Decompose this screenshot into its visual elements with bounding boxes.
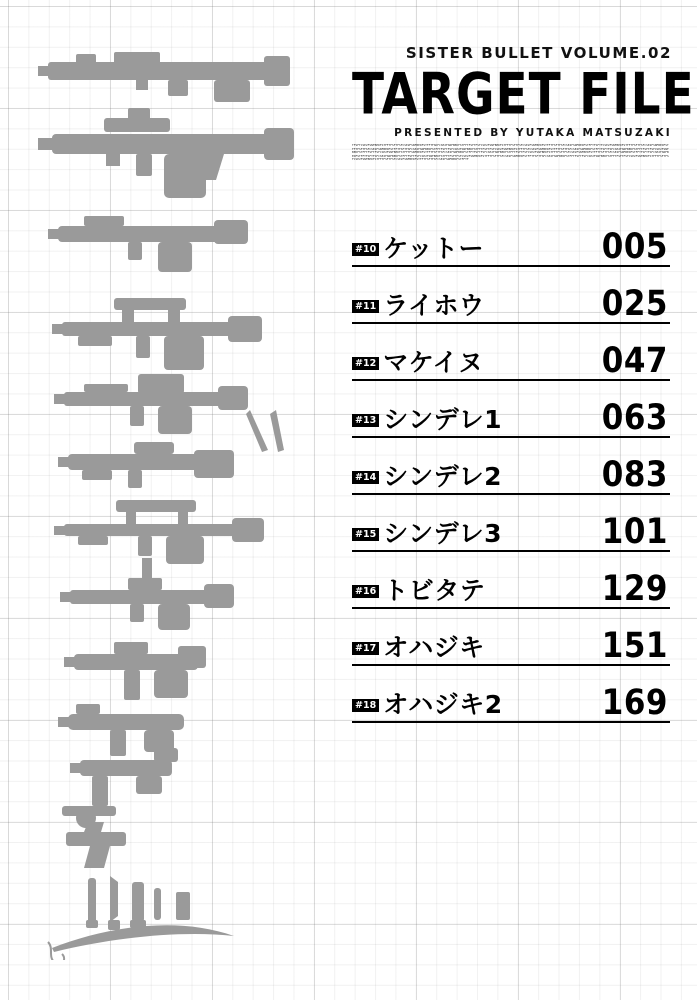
chapter-page: 129 xyxy=(601,568,668,609)
chapter-page: 083 xyxy=(601,454,668,495)
divider xyxy=(352,550,670,552)
list-item[interactable] xyxy=(352,218,670,275)
divider xyxy=(352,379,670,381)
light-machine-gun-silhouette xyxy=(54,374,284,452)
list-item[interactable] xyxy=(352,332,670,389)
list-item[interactable] xyxy=(352,674,670,731)
chapter-page: 025 xyxy=(601,283,668,324)
artwork-column xyxy=(18,30,328,960)
katana-silhouette xyxy=(48,925,234,960)
list-item[interactable] xyxy=(352,389,670,446)
chapter-number: #11 xyxy=(352,300,379,314)
chapter-title: マケイヌ xyxy=(383,347,484,377)
chapter-title: トビタテ xyxy=(383,575,486,605)
chapter-number: #17 xyxy=(352,642,379,656)
chapter-number: #15 xyxy=(352,528,379,542)
chapter-number: #18 xyxy=(352,699,379,713)
title-block xyxy=(352,44,695,190)
chapter-title: ケットー xyxy=(383,233,484,263)
list-item[interactable] xyxy=(352,446,670,503)
carbine-rifle-silhouette xyxy=(60,558,234,630)
divider xyxy=(352,322,670,324)
table-of-contents xyxy=(352,218,670,731)
list-item[interactable] xyxy=(352,275,670,332)
chapter-title: オハジキ xyxy=(383,632,485,662)
knives-group-silhouette xyxy=(86,876,190,930)
chapter-page: 101 xyxy=(601,511,668,552)
submachine-gun-silhouette xyxy=(64,642,206,700)
divider xyxy=(352,436,670,438)
list-item[interactable] xyxy=(352,617,670,674)
chapter-page: 047 xyxy=(601,340,668,381)
pistol-silhouette xyxy=(66,832,126,868)
chapter-title: シンデレ3 xyxy=(383,518,502,548)
presented-by: PRESENTED BY YUTAKA MATSUZAKI xyxy=(394,127,672,139)
divider xyxy=(352,265,670,267)
chapter-title: シンデレ2 xyxy=(383,461,502,491)
volume-line: SISTER BULLET VOLUME.02 xyxy=(405,44,672,62)
machine-pistol-silhouette xyxy=(70,748,178,806)
bullpup-rifle-silhouette xyxy=(58,442,234,488)
page-title: TARGET FILE xyxy=(352,61,695,129)
divider xyxy=(352,493,670,495)
chapter-number: #16 xyxy=(352,585,379,599)
firearm-silhouettes xyxy=(18,30,328,960)
scoped-rocket-launcher-silhouette xyxy=(38,108,294,198)
scoped-sniper-rifle-silhouette xyxy=(54,500,264,564)
list-item[interactable] xyxy=(352,503,670,560)
list-item[interactable] xyxy=(352,560,670,617)
chapter-page: 151 xyxy=(601,625,668,666)
divider xyxy=(352,664,670,666)
rocket-launcher-silhouette xyxy=(38,52,290,102)
chapter-title: シンデレ1 xyxy=(383,404,502,434)
chapter-title: オハジキ2 xyxy=(383,689,503,719)
scoped-assault-rifle-silhouette xyxy=(52,298,262,370)
chapter-number: #12 xyxy=(352,357,379,371)
chapter-page: 169 xyxy=(601,682,668,723)
chapter-number: #13 xyxy=(352,414,379,428)
chapter-page: 063 xyxy=(601,397,668,438)
grenade-launcher-silhouette xyxy=(48,216,248,272)
chapter-page: 005 xyxy=(601,226,668,267)
chapter-title: ライホウ xyxy=(383,290,485,320)
micro-print-text: TFSFTCSE2FSNFBEDFSTFFTFSFTFSFCSE2FSNFBEDFSTFFTFSDFCSE2FSNFBEDFSTFFTFSFTFSFCSE2FSNFBEDFSTFFTFSFTFSFCSE2FSNFBEDFSTFFTFSFTFSFCSE2FSNFBEDFSTFFTFSFTFCSE2FSNFBEDFSTFFTFSFTFSFCSE2FSNFBEDFSTFFTFSFTFSFCSE2FSNFBEDFSTFFTFSFTFSFCSE2FSNFBEDFSTFFTFSFTFSFCSE2FSNFBEDFSTFFTFSFTFSFCSE2FSNFBEDFSTFFTFSFCSE2FSNFBEDFSTFFTFSFTFSFCSE2FSNFBEDFSTFFTFSFTFSFCSE2FSNFBEDFSTFFTFSFTFSFCSE2FSNFBEDFSTFFTFSFTFSFCSE2FSNFBEDFSTFFTFSNFBEDFSTFFTFSFTFSFCSE2FSNFBEDFSTFFTFSFTFSFCSE2FSNFBEDFSTFFTFSFTFSFCSE2FSNFBEDFSTFFTFSFTFSFCSE2FSNFBEDFSTFFTFSFTFSFCSE2FSNFBEDFSTFFTFSFTFSFCSE2FSNFBEDFSTFFTFSFTFSFCSE2FSNFBEDFSTFFTFSFTFSFCSE2FSNFBEDFSTFFTFSFTFSFCSE2FSNFBEDFSTFFTFSFTFSFCSE2FSNFBEDFSTFFTFSFTFSFCSE2FSNFBEDFSTFFTFSFTFSFCSE2FSNFBEDFSTFFTFSFTFSFCSE2FSNFBEDFSTFFTFSFTFSFCSE2FSNFBEDFSTFFTFSFTFSFCSE2FSNFBEDFSTFFTFSFTFSFCSE2FSNFBEDFSTFFTF xyxy=(352,144,669,162)
divider xyxy=(352,607,670,609)
chapter-number: #14 xyxy=(352,471,379,485)
chapter-number: #10 xyxy=(352,243,379,257)
divider xyxy=(352,721,670,723)
